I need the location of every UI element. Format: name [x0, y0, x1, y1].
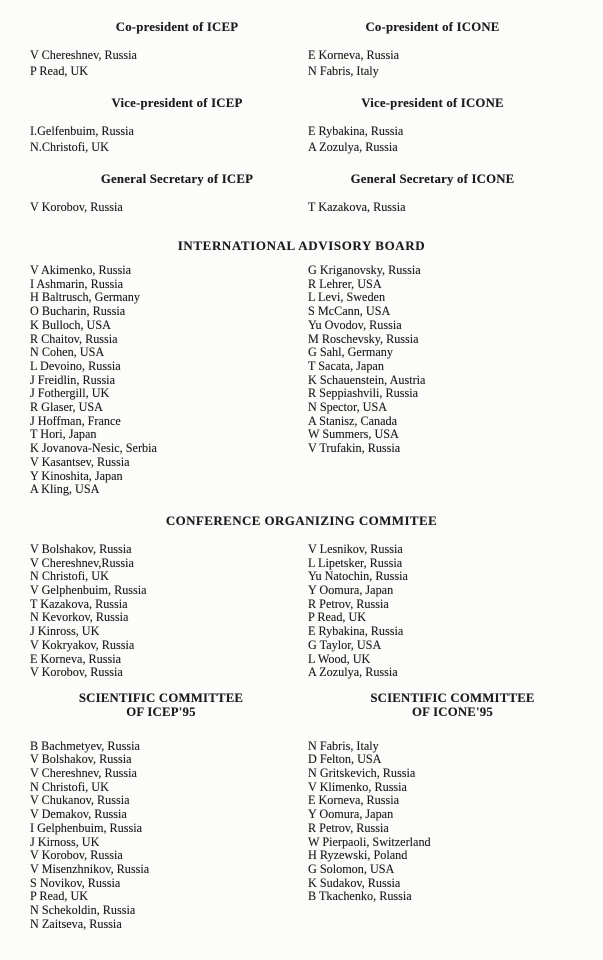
member-name: R Seppiashvili, Russia: [308, 386, 419, 401]
member-name: N Spector, USA: [308, 400, 388, 415]
member-name: E Korneva, Russia: [308, 793, 400, 808]
member-name: T Kazakova, Russia: [308, 200, 406, 214]
officer-title: Vice-president of ICEP: [111, 96, 243, 110]
member-name: V Trufakin, Russia: [308, 441, 401, 456]
scientific-committee-icone-title-line1: SCIENTIFIC COMMITTEE: [370, 690, 535, 705]
member-name: V Kasantsev, Russia: [30, 454, 130, 469]
member-name: V Klimenko, Russia: [308, 779, 407, 794]
officer-group-icone-vice-president: [302, 96, 603, 155]
member-name: G Sahl, Germany: [308, 345, 393, 360]
organizing-committee-section: [0, 513, 603, 680]
member-list: [302, 47, 603, 79]
member-name: R Petrov, Russia: [308, 596, 389, 611]
scientific-committees-section: [0, 692, 603, 931]
member-name: N Fabris, Italy: [308, 738, 379, 753]
member-name: L Lipetsker, Russia: [308, 555, 403, 570]
member-name: V Korobov, Russia: [30, 848, 123, 863]
member-name: H Baltrusch, Germany: [30, 290, 140, 305]
scientific-committee-icep-title-line1: SCIENTIFIC COMMITTEE: [78, 690, 244, 705]
advisory-board-list-right: [302, 264, 603, 456]
officer-group-icep-general-secretary: [0, 172, 302, 215]
member-name: V Kokryakov, Russia: [30, 637, 135, 652]
member-name: Yu Natochin, Russia: [308, 569, 408, 584]
member-name: O Bucharin, Russia: [30, 304, 126, 319]
officer-title: General Secretary of ICONE: [350, 172, 515, 186]
member-name: N Schekoldin, Russia: [30, 903, 136, 918]
member-name: V Lesnikov, Russia: [308, 541, 403, 556]
member-name: E Korneva, Russia: [308, 48, 400, 62]
member-name: V Korobov, Russia: [30, 665, 123, 680]
member-name: V Korobov, Russia: [30, 200, 123, 214]
member-name: I Gelphenbuim, Russia: [30, 820, 143, 835]
member-name: K Sudakov, Russia: [308, 875, 401, 890]
officer-title: Co-president of ICEP: [115, 20, 239, 34]
member-name: A Stanisz, Canada: [308, 413, 398, 428]
organizing-committee-list-left: [0, 543, 302, 680]
member-name: Y Oomura, Japan: [308, 807, 394, 822]
member-name: V Akimenko, Russia: [30, 263, 132, 277]
member-name: R Lehrer, USA: [308, 276, 382, 291]
member-name: V Chereshnev, Russia: [30, 765, 137, 780]
officer-group-icone-general-secretary: [302, 172, 603, 215]
member-name: V Misenzhnikov, Russia: [30, 861, 150, 876]
scientific-committee-icep-title-line2: OF ICEP'95: [126, 704, 196, 719]
scientific-committee-icone-title-line2: OF ICONE'95: [412, 704, 493, 719]
officers-column-icone: [302, 20, 603, 232]
member-name: L Levi, Sweden: [308, 290, 386, 305]
member-name: A Zozulya, Russia: [308, 140, 398, 154]
member-name: J Fothergill, UK: [30, 386, 110, 401]
member-name: N Zaitseva, Russia: [30, 916, 122, 931]
member-name: N Cohen, USA: [30, 345, 105, 360]
member-name: K Schauenstein, Austria: [308, 372, 426, 387]
advisory-board-title: INTERNATIONAL ADVISORY BOARD: [177, 238, 426, 253]
member-name: L Wood, UK: [308, 651, 371, 666]
member-name: N.Christofi, UK: [30, 140, 109, 154]
member-name: A Kling, USA: [30, 482, 100, 497]
member-name: D Felton, USA: [308, 752, 382, 767]
member-name: G Solomon, USA: [308, 861, 395, 876]
member-list: [302, 123, 603, 155]
member-list: [0, 47, 302, 79]
member-name: M Roschevsky, Russia: [308, 331, 419, 346]
member-name: B Tkachenko, Russia: [308, 889, 412, 904]
member-name: R Petrov, Russia: [308, 820, 389, 835]
member-name: W Summers, USA: [308, 427, 399, 442]
member-name: J Kinross, UK: [30, 624, 100, 639]
member-name: R Glaser, USA: [30, 400, 103, 415]
member-name: V Bolshakov, Russia: [30, 752, 132, 767]
member-name: Y Oomura, Japan: [308, 583, 394, 598]
member-name: N Christofi, UK: [30, 569, 109, 584]
member-name: T Sacata, Japan: [308, 358, 384, 373]
member-name: L Devoino, Russia: [30, 358, 121, 373]
scientific-committee-icone-list: [302, 740, 603, 904]
officer-group-icep-co-president: [0, 20, 302, 79]
member-name: K Bulloch, USA: [30, 317, 111, 332]
member-name: G Taylor, USA: [308, 637, 382, 652]
member-name: S McCann, USA: [308, 304, 391, 319]
member-list: [302, 199, 603, 215]
advisory-board-section: [0, 238, 603, 497]
member-name: E Rybakina, Russia: [308, 124, 404, 138]
officer-group-icep-vice-president: [0, 96, 302, 155]
member-name: T Kazakova, Russia: [30, 596, 128, 611]
member-name: W Pierpaoli, Switzerland: [308, 834, 431, 849]
officer-group-icone-co-president: [302, 20, 603, 79]
member-name: H Ryzewski, Poland: [308, 848, 408, 863]
member-name: V Chereshnev,Russia: [30, 555, 134, 570]
member-name: J Hoffman, France: [30, 413, 121, 428]
member-name: A Zozulya, Russia: [308, 665, 398, 680]
member-name: I Ashmarin, Russia: [30, 276, 124, 291]
officer-title: General Secretary of ICEP: [100, 172, 254, 186]
scientific-committee-icep-list: [0, 740, 302, 932]
member-name: K Jovanova-Nesic, Serbia: [30, 441, 157, 456]
member-name: T Hori, Japan: [30, 427, 97, 442]
member-name: E Rybakina, Russia: [308, 624, 404, 639]
member-name: V Chukanov, Russia: [30, 793, 130, 808]
member-name: V Chereshnev, Russia: [30, 48, 137, 62]
member-name: V Demakov, Russia: [30, 807, 127, 822]
member-name: N Gritskevich, Russia: [308, 765, 416, 780]
member-name: R Chaitov, Russia: [30, 331, 118, 346]
scientific-committee-icone-heading: [302, 692, 603, 720]
member-name: J Freidlin, Russia: [30, 372, 115, 387]
member-name: V Gelphenbuim, Russia: [30, 583, 147, 598]
officers-column-icep: [0, 20, 302, 232]
member-list: [0, 199, 302, 215]
member-name: N Christofi, UK: [30, 779, 109, 794]
member-name: P Read, UK: [30, 889, 89, 904]
member-list: [0, 123, 302, 155]
member-name: N Fabris, Italy: [308, 64, 379, 78]
member-name: P Read, UK: [308, 610, 367, 625]
officer-title: Vice-president of ICONE: [361, 96, 504, 110]
member-name: I.Gelfenbuim, Russia: [30, 124, 134, 138]
advisory-board-list-left: [0, 264, 302, 497]
member-name: B Bachmetyev, Russia: [30, 738, 140, 753]
member-name: G Kriganovsky, Russia: [308, 263, 421, 277]
organizing-committee-title: CONFERENCE ORGANIZING COMMITEE: [165, 512, 438, 528]
member-name: P Read, UK: [30, 64, 89, 78]
member-name: Yu Ovodov, Russia: [308, 317, 402, 332]
member-name: S Novikov, Russia: [30, 875, 121, 890]
member-name: J Kirnoss, UK: [30, 834, 100, 849]
member-name: V Bolshakov, Russia: [30, 541, 132, 556]
scientific-committee-icep-heading: [0, 692, 302, 720]
officers-section: [0, 0, 603, 232]
member-name: Y Kinoshita, Japan: [30, 468, 123, 483]
member-name: N Kevorkov, Russia: [30, 610, 129, 625]
member-name: E Korneva, Russia: [30, 651, 122, 666]
organizing-committee-list-right: [302, 543, 603, 680]
officer-title: Co-president of ICONE: [365, 20, 500, 34]
